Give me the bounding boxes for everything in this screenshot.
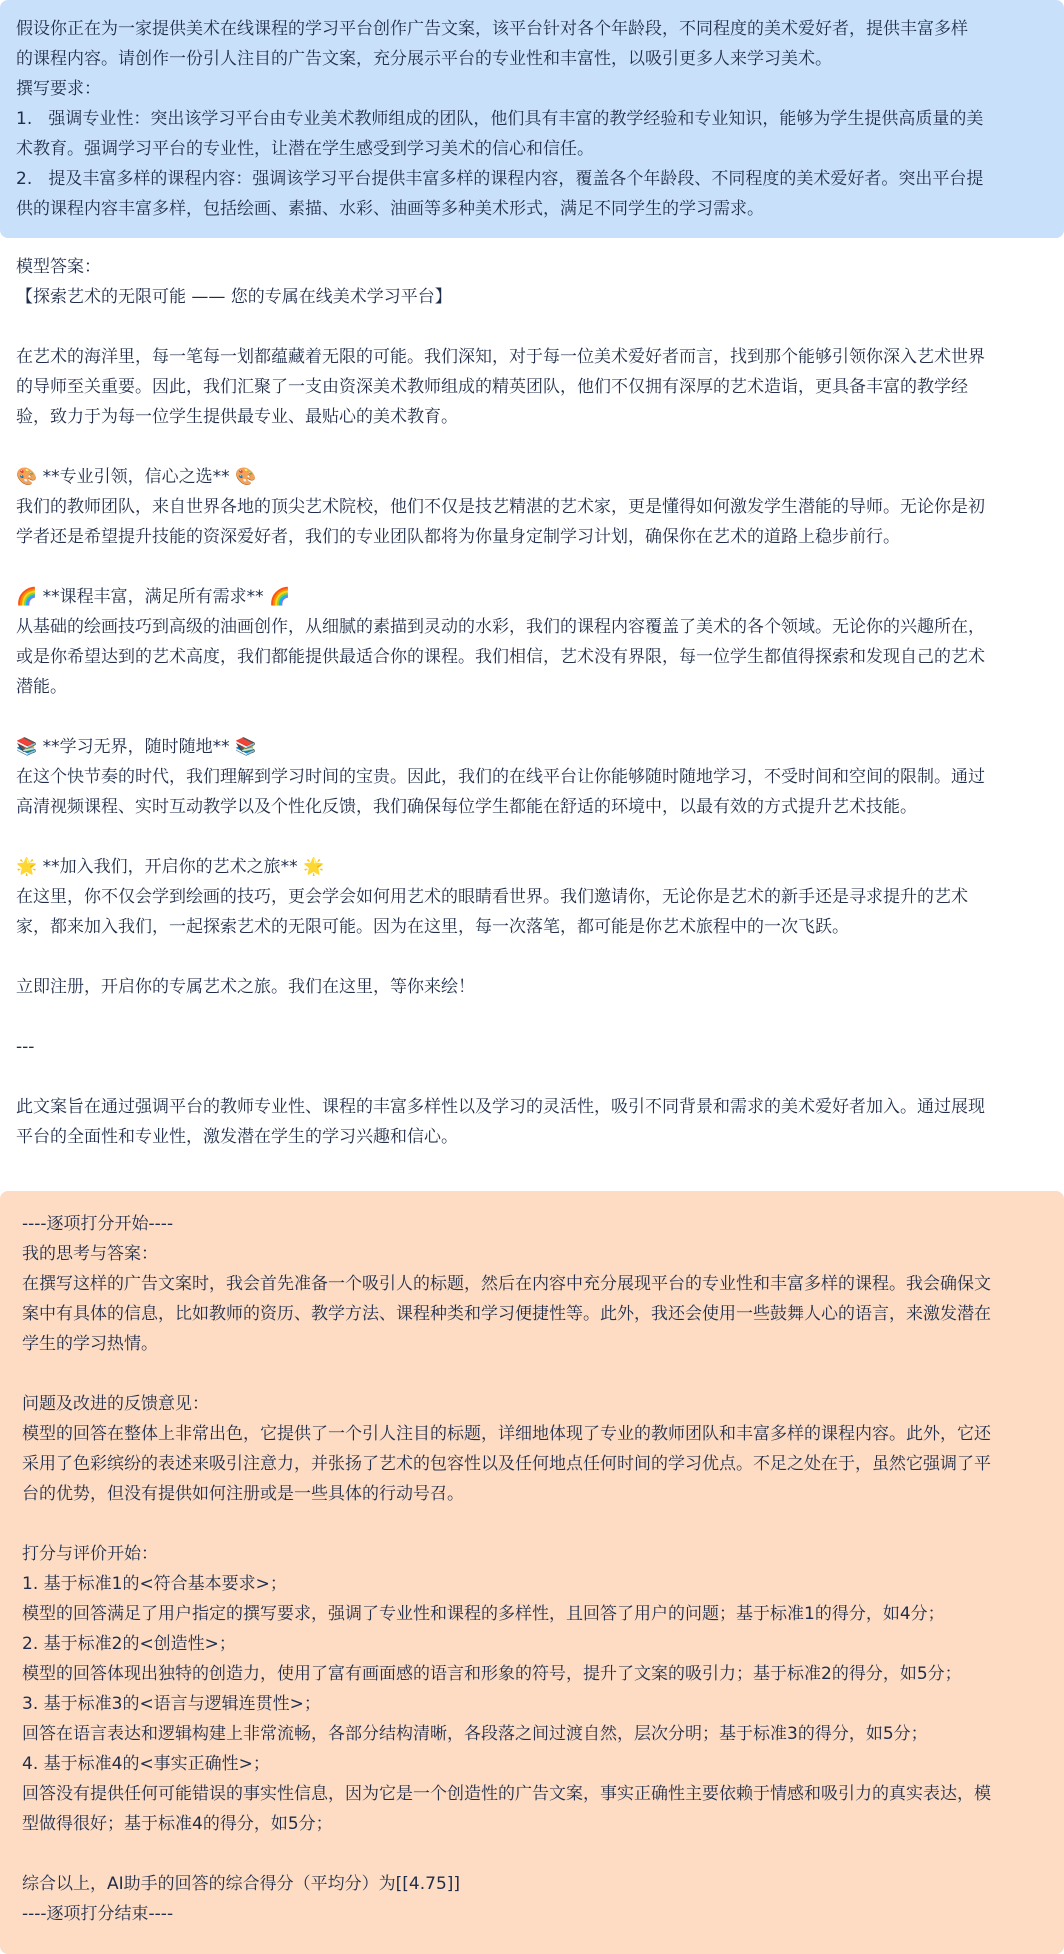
scoring-line: 模型的回答满足了用户指定的撰写要求，强调了专业性和课程的多样性，且回答了用户的问题；基于标准1的得分，如4分；: [22, 1604, 945, 1624]
spacer: [22, 1839, 1042, 1869]
prompt-line: 假设你正在为一家提供美术在线课程的学习平台创作广告文案，该平台针对各个年龄段，不同程度的美术爱好者，提供丰富多样: [16, 19, 968, 39]
section-body-line: 潜能。: [16, 677, 67, 697]
spacer: [22, 1359, 1042, 1389]
scoring-line: 2. 基于标准2的<创造性>；: [22, 1634, 236, 1654]
spacer: [16, 432, 1048, 462]
scoring-label: 打分与评价开始：: [22, 1544, 158, 1564]
thinking-label: 我的思考与答案：: [22, 1244, 158, 1264]
answer-intro-line: 在艺术的海洋里，每一笔每一划都蕴藏着无限的可能。我们深知，对于每一位美术爱好者而言，找到那个能够引领你深入艺术世界: [16, 347, 985, 367]
spacer: [16, 312, 1048, 342]
spacer: [22, 1509, 1042, 1539]
spacer: [16, 822, 1048, 852]
section-body-line: 或是你希望达到的艺术高度，我们都能提供最适合你的课程。我们相信，艺术没有界限，每一位学生都值得探索和发现自己的艺术: [16, 647, 985, 667]
review-end-marker: ----逐项打分结束----: [22, 1904, 174, 1924]
answer-section: [0, 252, 1064, 1152]
divider: ---: [16, 1037, 35, 1057]
prompt-box: [0, 0, 1064, 238]
section-heading: 📚 **学习无界，随时随地** 📚: [16, 737, 257, 757]
thinking-line: 学生的学习热情。: [22, 1334, 158, 1354]
scoring-line: 模型的回答体现出独特的创造力，使用了富有画面感的语言和形象的符号，提升了文案的吸引力；基于标准2的得分，如5分；: [22, 1664, 962, 1684]
answer-label: 模型答案：: [16, 257, 101, 277]
feedback-line: 采用了色彩缤纷的表述来吸引注意力，并张扬了艺术的包容性以及任何地点任何时间的学习优点。不足之处在于，虽然它强调了平: [22, 1454, 991, 1474]
feedback-label: 问题及改进的反馈意见：: [22, 1394, 209, 1414]
section-heading: 🌟 **加入我们，开启你的艺术之旅** 🌟: [16, 857, 325, 877]
section-body-line: 高清视频课程、实时互动教学以及个性化反馈，我们确保每位学生都能在舒适的环境中，以最有效的方式提升艺术技能。: [16, 797, 917, 817]
scoring-line: 回答在语言表达和逻辑构建上非常流畅，各部分结构清晰，各段落之间过渡自然，层次分明；基于标准3的得分，如5分；: [22, 1724, 928, 1744]
spacer: [16, 942, 1048, 972]
scoring-line: 4. 基于标准4的<事实正确性>；: [22, 1754, 270, 1774]
prompt-line: 撰写要求：: [16, 79, 101, 99]
prompt-line: 术教育。强调学习平台的专业性，让潜在学生感受到学习美术的信心和信任。: [16, 139, 594, 159]
spacer: [16, 702, 1048, 732]
final-score: 综合以上，AI助手的回答的综合得分（平均分）为[[4.75]]: [22, 1874, 461, 1894]
prompt-line: 的课程内容。请创作一份引人注目的广告文案，充分展示平台的专业性和丰富性，以吸引更多人来学习美术。: [16, 49, 832, 69]
answer-intro-line: 的导师至关重要。因此，我们汇聚了一支由资深美术教师组成的精英团队，他们不仅拥有深厚的艺术造诣，更具备丰富的教学经: [16, 377, 968, 397]
scoring-line: 3. 基于标准3的<语言与逻辑连贯性>；: [22, 1694, 321, 1714]
answer-title: 【探索艺术的无限可能 —— 您的专属在线美术学习平台】: [16, 287, 452, 307]
section-body-line: 学者还是希望提升技能的资深爱好者，我们的专业团队都将为你量身定制学习计划，确保你在艺术的道路上稳步前行。: [16, 527, 900, 547]
section-body-line: 我们的教师团队，来自世界各地的顶尖艺术院校，他们不仅是技艺精湛的艺术家，更是懂得如何激发学生潜能的导师。无论你是初: [16, 497, 985, 517]
section-body-line: 在这个快节奏的时代，我们理解到学习时间的宝贵。因此，我们的在线平台让你能够随时随地学习，不受时间和空间的限制。通过: [16, 767, 985, 787]
scoring-line: 1. 基于标准1的<符合基本要求>；: [22, 1574, 287, 1594]
section-body-line: 在这里，你不仅会学到绘画的技巧，更会学会如何用艺术的眼睛看世界。我们邀请你，无论你是艺术的新手还是寻求提升的艺术: [16, 887, 968, 907]
scoring-line: 型做得很好；基于标准4的得分，如5分；: [22, 1814, 333, 1834]
spacer: [16, 552, 1048, 582]
prompt-line: 1. 强调专业性：突出该学习平台由专业美术教师组成的团队，他们具有丰富的教学经验和专业知识，能够为学生提供高质量的美: [16, 109, 984, 129]
prompt-line: 2. 提及丰富多样的课程内容：强调该学习平台提供丰富多样的课程内容，覆盖各个年龄段、不同程度的美术爱好者。突出平台提: [16, 169, 984, 189]
section-body-line: 从基础的绘画技巧到高级的油画创作，从细腻的素描到灵动的水彩，我们的课程内容覆盖了美术的各个领域。无论你的兴趣所在，: [16, 617, 985, 637]
answer-summary-line: 平台的全面性和专业性，激发潜在学生的学习兴趣和信心。: [16, 1127, 458, 1147]
answer-summary-line: 此文案旨在通过强调平台的教师专业性、课程的丰富多样性以及学习的灵活性，吸引不同背景和需求的美术爱好者加入。通过展现: [16, 1097, 985, 1117]
spacer: [16, 1002, 1048, 1032]
feedback-line: 台的优势，但没有提供如何注册或是一些具体的行动号召。: [22, 1484, 464, 1504]
section-heading: 🎨 **专业引领，信心之选** 🎨: [16, 467, 257, 487]
scoring-line: 回答没有提供任何可能错误的事实性信息，因为它是一个创造性的广告文案，事实正确性主要依赖于情感和吸引力的真实表达，模: [22, 1784, 991, 1804]
section-heading: 🌈 **课程丰富，满足所有需求** 🌈: [16, 587, 291, 607]
thinking-line: 在撰写这样的广告文案时，我会首先准备一个吸引人的标题，然后在内容中充分展现平台的专业性和丰富多样的课程。我会确保文: [22, 1274, 991, 1294]
spacer: [16, 1062, 1048, 1092]
feedback-line: 模型的回答在整体上非常出色，它提供了一个引人注目的标题，详细地体现了专业的教师团队和丰富多样的课程内容。此外，它还: [22, 1424, 991, 1444]
review-box: [0, 1191, 1064, 1954]
section-body-line: 家，都来加入我们，一起探索艺术的无限可能。因为在这里，每一次落笔，都可能是你艺术旅程中的一次飞跃。: [16, 917, 849, 937]
review-start-marker: ----逐项打分开始----: [22, 1214, 174, 1234]
thinking-line: 案中有具体的信息，比如教师的资历、教学方法、课程种类和学习便捷性等。此外，我还会使用一些鼓舞人心的语言，来激发潜在: [22, 1304, 991, 1324]
prompt-line: 供的课程内容丰富多样，包括绘画、素描、水彩、油画等多种美术形式，满足不同学生的学习需求。: [16, 199, 764, 219]
call-to-action: 立即注册，开启你的专属艺术之旅。我们在这里，等你来绘！: [16, 977, 475, 997]
answer-intro-line: 验，致力于为每一位学生提供最专业、最贴心的美术教育。: [16, 407, 458, 427]
